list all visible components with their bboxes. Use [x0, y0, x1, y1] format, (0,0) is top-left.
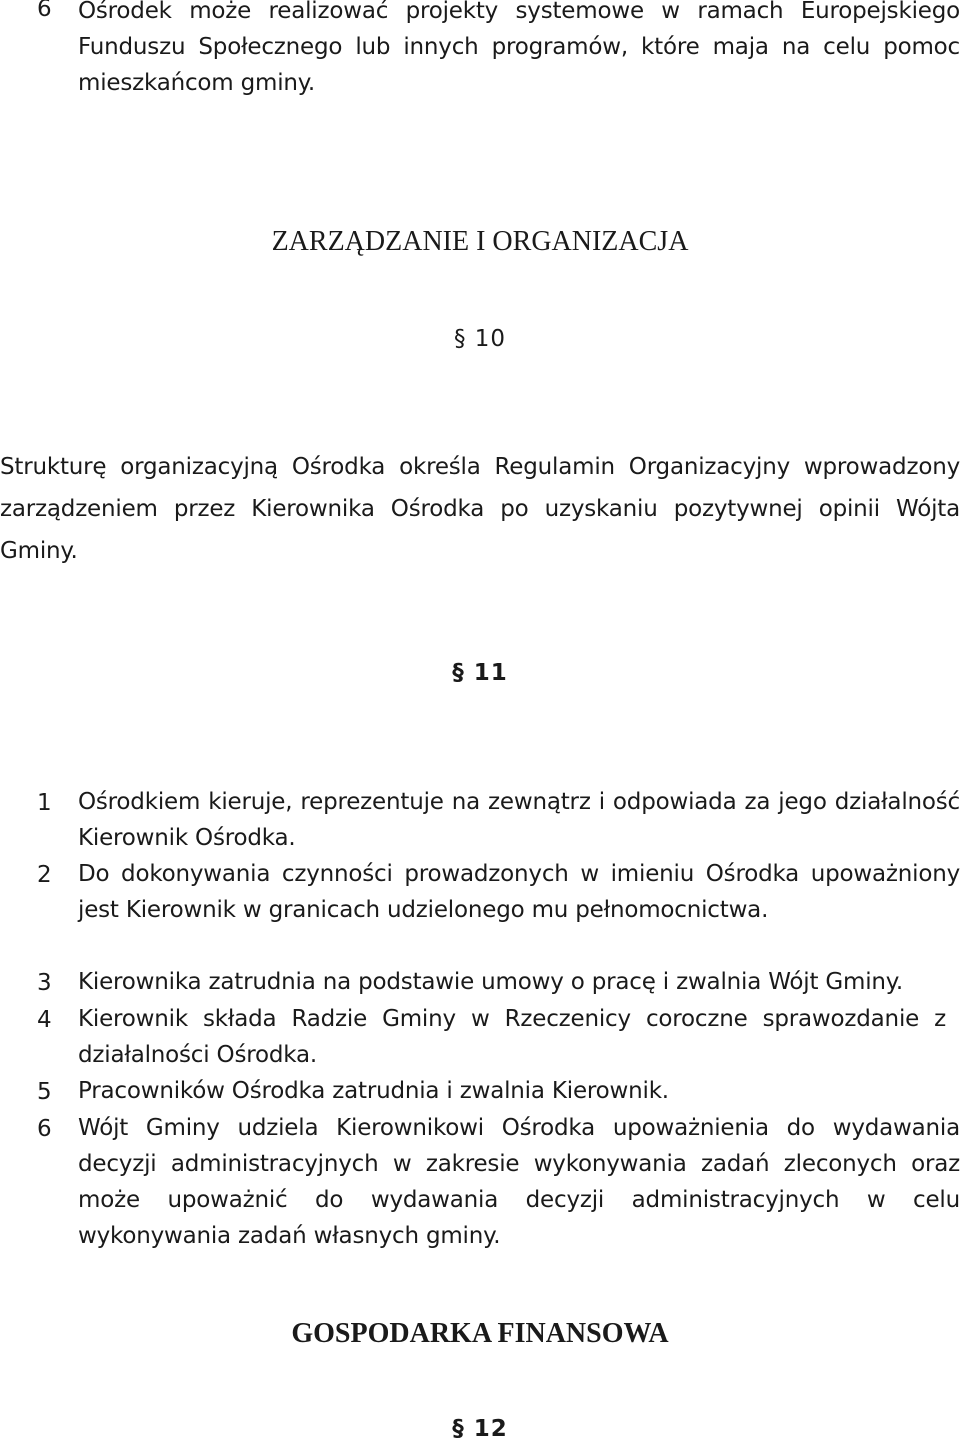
- item-number: 2: [37, 862, 52, 888]
- item-number: 3: [37, 970, 52, 996]
- item-number: 6: [37, 1116, 52, 1142]
- paragraph-text: Strukturę organizacyjną Ośrodka określa Regulamin Organizacyjny wprowadzony zarządzeniem przez Kierownika Ośrodka po uzyskaniu pozytywnej opinii Wójta Gminy.: [0, 454, 960, 564]
- section-heading: GOSPODARKA FINANSOWA: [291, 1318, 669, 1349]
- item-text: Do dokonywania czynności prowadzonych w imieniu Ośrodka upoważniony jest Kierownik w granicach udzielonego mu pełnomocnictwa.: [78, 861, 960, 923]
- item-number: 6: [37, 0, 52, 22]
- paragraph-number: § 12: [452, 1416, 508, 1442]
- item-number: 1: [37, 790, 52, 816]
- paragraph-number: § 10: [453, 326, 507, 352]
- item-number: 5: [37, 1079, 52, 1105]
- section-heading: ZARZĄDZANIE I ORGANIZACJA: [271, 226, 689, 257]
- item-text: Wójt Gminy udziela Kierownikowi Ośrodka upoważnienia do wydawania decyzji administracyjnych w zakresie wykonywania zadań zleconych oraz może upoważnić do wydawania decyzji administracyjnych w celu wykonywania zadań własnych gminy.: [78, 1115, 960, 1249]
- item-text: Ośrodek może realizować projekty systemowe w ramach Europejskiego Funduszu Społecznego lub innych programów, które maja na celu pomoc mieszkańcom gminy.: [78, 0, 960, 96]
- item-text: Kierownika zatrudnia na podstawie umowy o pracę i zwalnia Wójt Gminy.: [78, 969, 904, 995]
- item-number: 4: [37, 1007, 52, 1033]
- item-text: Pracowników Ośrodka zatrudnia i zwalnia Kierownik.: [78, 1078, 669, 1104]
- item-text: Kierownik składa Radzie Gminy w Rzeczenicy coroczne sprawozdanie z działalności Ośrodka.: [78, 1006, 946, 1068]
- paragraph-number: § 11: [452, 660, 508, 686]
- item-text: Ośrodkiem kieruje, reprezentuje na zewnątrz i odpowiada za jego działalność Kierownik Ośrodka.: [78, 789, 960, 851]
